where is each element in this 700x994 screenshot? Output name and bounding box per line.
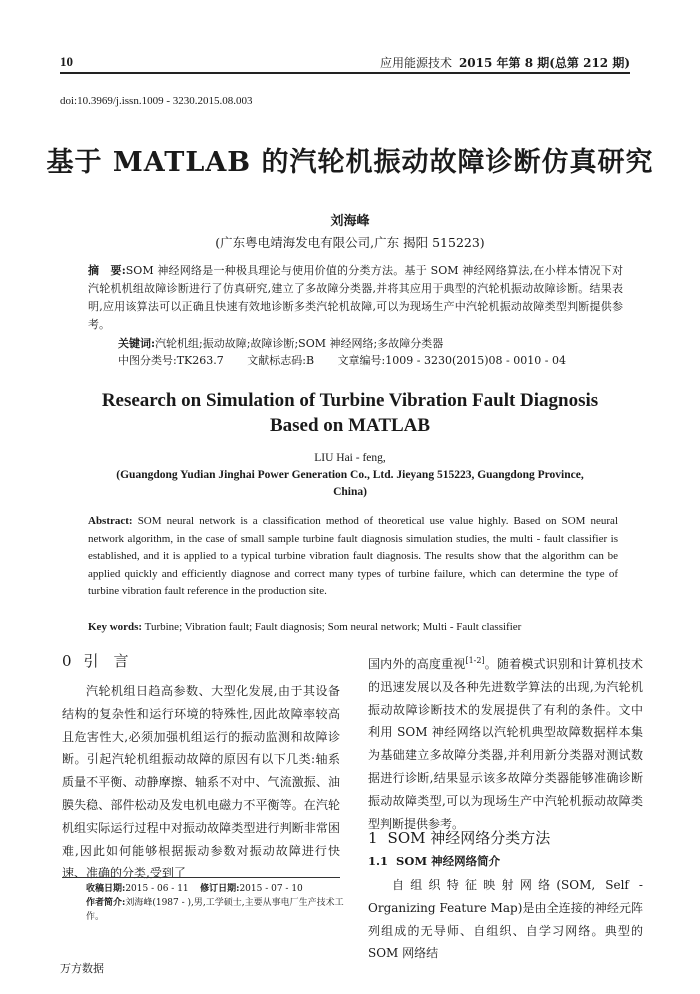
revised-label: 修订日期:	[200, 884, 240, 894]
section-title: 引 言	[83, 652, 129, 670]
doc-code: 文献标志码:B	[247, 354, 315, 367]
keywords-en-label: Key words:	[88, 621, 143, 633]
subsection-heading	[368, 853, 508, 869]
abstract-en-text: SOM neural network is a classification method of theoretical use value highly. Based on SOM neural network algorithm, in the case of small sample turbine fault diagnosis simulation studies, the multi - fault classifier is established, and it is applied to a typical turbine vibration fault diagnosis. The results show that the algorithm can be applied quickly and efficiently diagnose and correct many types of turbine failure, which can determine the type of turbine vibration fault reference in the production site.	[88, 515, 618, 597]
section-heading-intro	[62, 650, 141, 671]
abstract-cn-text: SOM 神经网络是一种极具理论与使用价值的分类方法。基于 SOM 神经网络算法,在小样本情况下对汽轮机机组故障诊断进行了仿真研究,建立了多故障分类器,并将其应用于典型的汽轮机振动故障诊断。结果表明,应用该算法可以正确且快速有效地诊断多类汽轮机故障,可以为现场生产中汽轮机振动故障类型判断提供参考。	[88, 264, 623, 331]
abstract-cn-label: 摘 要:	[88, 264, 126, 277]
footnote	[86, 882, 346, 924]
abstract-en-label: Abstract:	[88, 515, 133, 527]
subsection-number: 1.1	[368, 854, 389, 868]
title-en-line2: Based on MATLAB	[269, 415, 431, 436]
keywords-cn-label: 关键词:	[118, 337, 156, 350]
para1-part-b: 。随着模式识别和计算机技术的迅速发展以及各种先进数学算法的出现,为汽轮机振动故障诊断技术的发展提供了有利的条件。文中利用 SOM 神经网络以汽轮机典型故障数据样本集为基础建立多故障分类器,并利用新分类器对测试数据进行诊断,结果显示该多故障分类器能够准确诊断振动故障类型,可以为现场生产中汽轮机振动故障类型判断提供参考。	[368, 657, 643, 831]
author-bio-label: 作者简介:	[86, 898, 126, 908]
keywords-en	[88, 621, 618, 633]
affiliation-cn: (广东粤电靖海发电有限公司,广东 揭阳 515223)	[215, 235, 485, 250]
keywords-cn	[118, 335, 623, 351]
author-en: LIU Hai - feng,	[314, 452, 386, 464]
journal-name: 应用能源技术	[380, 56, 453, 70]
footnote-dates	[86, 882, 346, 896]
title-cn: 基于 MATLAB 的汽轮机振动故障诊断仿真研究	[46, 147, 654, 178]
page-number: 10	[60, 54, 73, 69]
author-bio: 刘海峰(1987 - ),男,工学硕士,主要从事电厂生产技术工作。	[86, 898, 344, 922]
article-number: 文章编号:1009 - 3230(2015)08 - 0010 - 04	[337, 354, 566, 367]
som-intro-paragraph: 自组织特征映射网络(SOM, Self - Organizing Feature Map)是由全连接的神经元阵列组成的无导师、自组织、自学习网络。典型的 SOM 网络结	[368, 878, 643, 961]
subsection-title: SOM 神经网络简介	[396, 854, 501, 868]
intro-paragraph: 汽轮机组日趋高参数、大型化发展,由于其设备结构的复杂性和运行环境的特殊性,因此故障率较高且危害性大,必须加强机组运行的振动监测和故障诊断。引起汽轮机组振动故障的原因有以下几类:轴系质量不平衡、动静摩擦、轴系不对中、气流激振、油膜失稳、部件松动及发电机电磁力不平衡等。在汽轮机组实际运行过程中对振动故障类型进行判断非常困难,因此如何能够根据振动参数对振动故障进行快速、准确的分类,受到了	[62, 684, 340, 881]
footnote-author	[86, 896, 346, 924]
affiliation-en: (Guangdong Yudian Jinghai Power Generation Co., Ltd. Jieyang 515223, Guangdong Province, China)	[116, 469, 584, 498]
continuation-paragraph	[368, 650, 643, 835]
clc-number: 中图分类号:TK263.7	[118, 354, 224, 367]
running-header	[60, 52, 630, 72]
footer-watermark: 万方数据	[60, 962, 104, 975]
section-heading-som	[368, 827, 560, 848]
author-cn: 刘海峰	[330, 214, 370, 229]
som-intro-body	[368, 874, 643, 965]
keywords-cn-text: 汽轮机组;振动故障;故障诊断;SOM 神经网络;多故障分类器	[155, 337, 444, 350]
right-column-continuation	[368, 650, 643, 835]
footnote-rule	[62, 877, 340, 878]
keywords-en-text: Turbine; Vibration fault; Fault diagnosis; Som neural network; Multi - Fault classifier	[142, 621, 522, 633]
header-rule	[60, 72, 630, 74]
issue-info: 2015 年第 8 期(总第 212 期)	[458, 56, 630, 70]
received-label: 收稿日期:	[86, 884, 126, 894]
para1-part-a: 国内外的高度重视	[368, 657, 466, 671]
received-date: 2015 - 06 - 11	[125, 884, 189, 894]
doi: doi:10.3969/j.issn.1009 - 3230.2015.08.003	[60, 95, 253, 107]
classification-line	[118, 352, 638, 368]
revised-date: 2015 - 07 - 10	[239, 884, 303, 894]
title-en-line1: Research on Simulation of Turbine Vibration Fault Diagnosis	[101, 390, 599, 411]
intro-body	[62, 680, 340, 885]
abstract-en	[88, 513, 618, 601]
citation-ref: [1-2]	[465, 656, 485, 665]
section-number: 1	[368, 829, 378, 847]
abstract-cn	[88, 262, 623, 334]
section-title: SOM 神经网络分类方法	[387, 829, 551, 847]
section-number: 0	[62, 652, 72, 670]
title-en	[70, 388, 630, 438]
